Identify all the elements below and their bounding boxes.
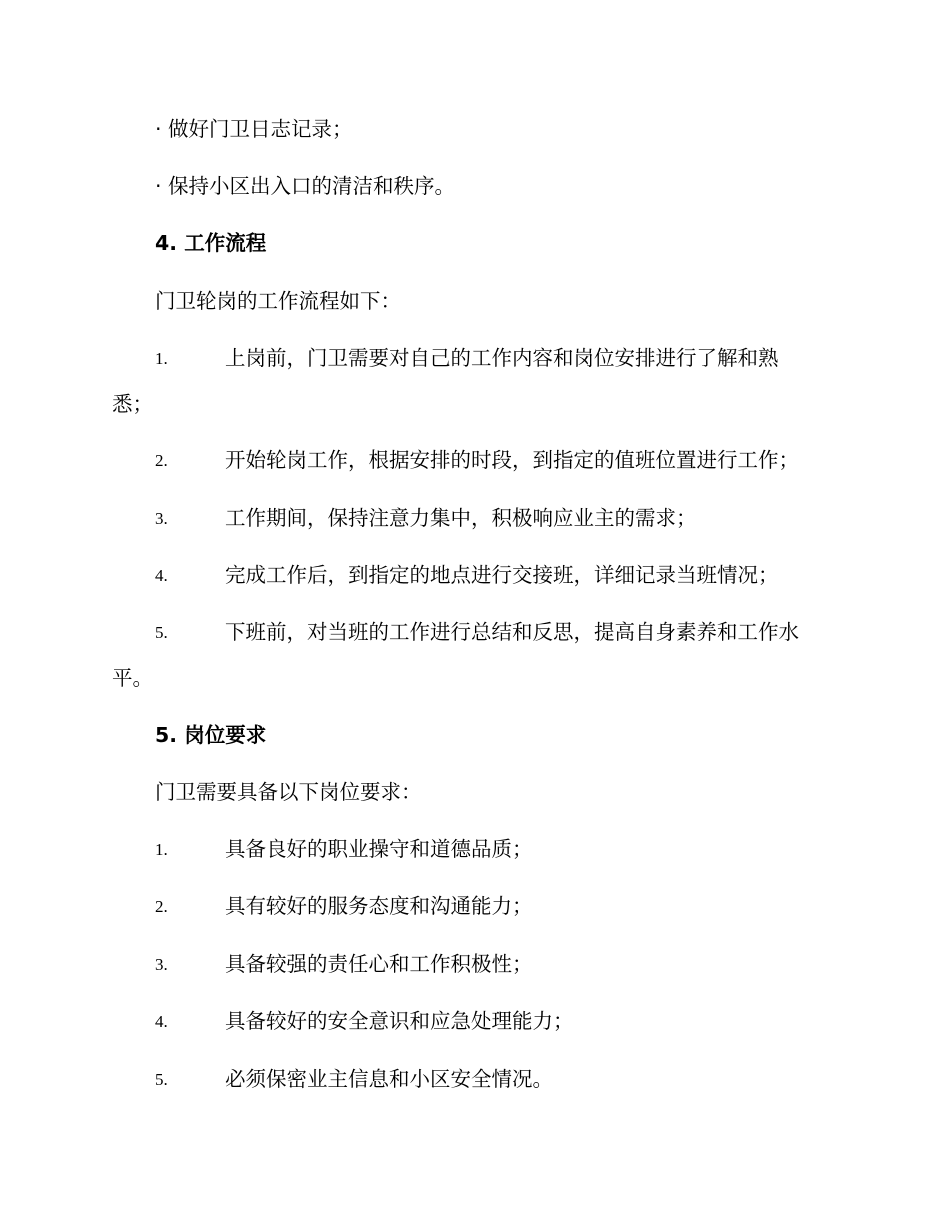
bullet-item: · 保持小区出入口的清洁和秩序。 [155,174,456,198]
list-item-text: 上岗前，门卫需要对自己的工作内容和岗位安排进行了解和熟 [225,346,779,370]
list-item-text: 下班前，对当班的工作进行总结和反思，提高自身素养和工作水 [225,620,799,644]
list-number: 4. [155,1012,168,1031]
list-item-text: 完成工作后，到指定的地点进行交接班，详细记录当班情况； [225,563,779,587]
list-item-text: 必须保密业主信息和小区安全情况。 [225,1067,553,1091]
list-number: 1. [155,840,168,859]
list-number: 5. [155,1070,168,1089]
list-item-text: 具备较好的安全意识和应急处理能力； [225,1009,574,1033]
list-number: 2. [155,451,168,470]
list-number: 5. [155,623,168,642]
list-item-text: 具备较强的责任心和工作积极性； [225,952,533,976]
section-heading: 5. 岗位要求 [155,723,267,747]
section-intro: 门卫轮岗的工作流程如下： [155,289,401,313]
list-number: 3. [155,509,168,528]
list-number: 1. [155,349,168,368]
list-item-text: 工作期间，保持注意力集中，积极响应业主的需求； [225,506,697,530]
list-item-text: 具有较好的服务态度和沟通能力； [225,894,533,918]
bullet-item: · 做好门卫日志记录； [155,117,353,141]
list-number: 2. [155,897,168,916]
list-item-continuation: 悉； [112,392,153,416]
list-number: 3. [155,955,168,974]
list-item-text: 开始轮岗工作，根据安排的时段，到指定的值班位置进行工作； [225,448,799,472]
list-item-continuation: 平。 [112,666,153,690]
section-heading: 4. 工作流程 [155,231,267,255]
list-number: 4. [155,566,168,585]
section-intro: 门卫需要具备以下岗位要求： [155,780,422,804]
list-item-text: 具备良好的职业操守和道德品质； [225,837,533,861]
